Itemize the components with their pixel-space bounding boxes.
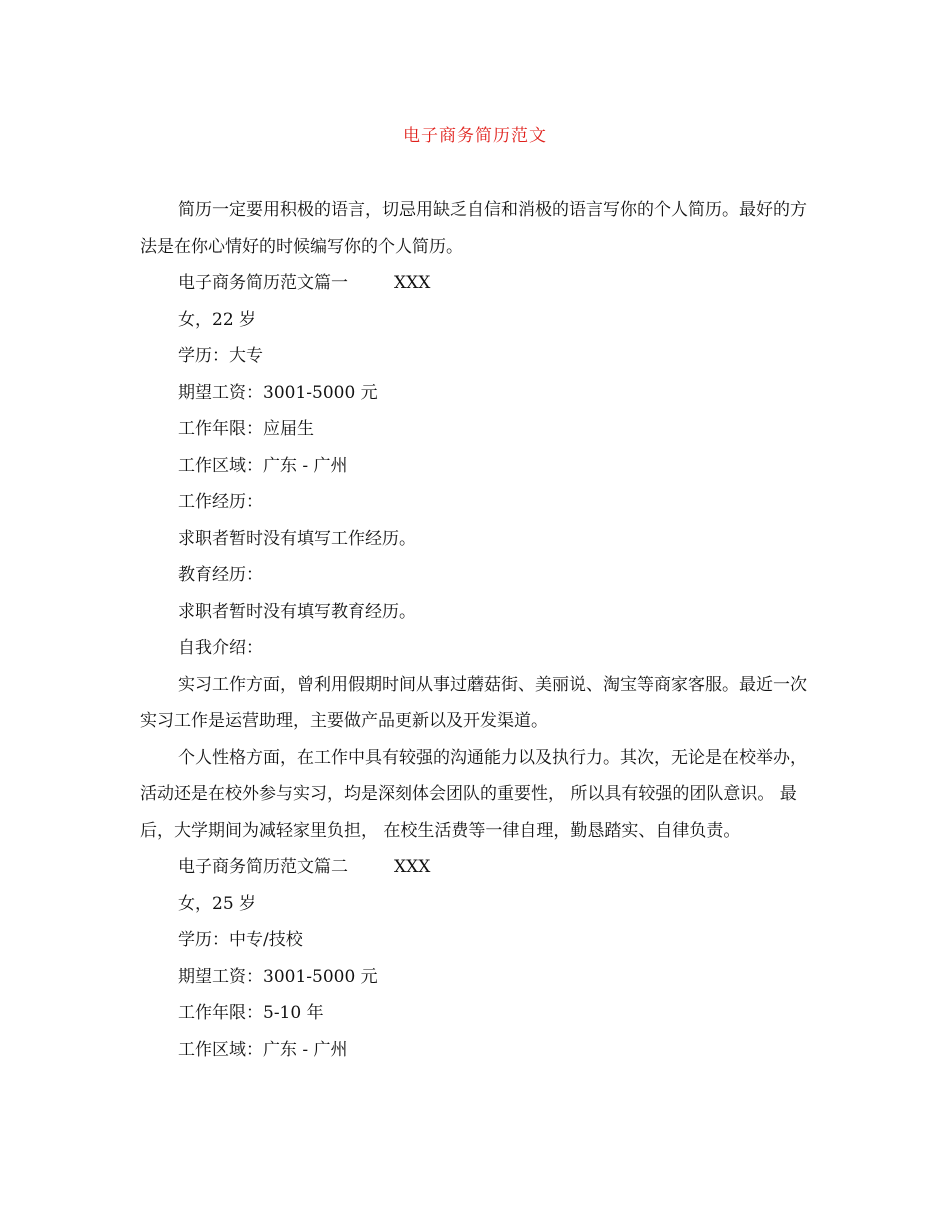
- document-title: 电子商务简历范文: [403, 126, 547, 146]
- resume1-gender-age: 女，22 岁: [178, 309, 257, 330]
- resume1-work-exp: 求职者暂时没有填写工作经历。: [178, 528, 416, 549]
- resume1-name: XXX: [394, 273, 431, 293]
- resume1-years: 工作年限：应届生: [178, 419, 314, 439]
- document-body: [140, 192, 820, 1068]
- resume1-salary: 期望工资：3001-5000 元: [178, 382, 378, 403]
- resume2-heading: [140, 849, 820, 886]
- resume2-name: XXX: [394, 857, 431, 877]
- resume1-heading-text: 电子商务简历范文篇一: [178, 273, 348, 293]
- resume1-self-intro-p2: 个人性格方面，在工作中具有较强的沟通能力以及执行力。其次，无论是在校举办，活动还是在校外参与实习，均是深刻体会团队的重要性， 所以具有较强的团队意识。 最后，大学期间为减轻家里负担， 在校生活费等一律自理，勤恳踏实、自律负责。: [140, 747, 807, 841]
- resume1-edu-exp: 求职者暂时没有填写教育经历。: [178, 601, 416, 622]
- resume2-years: 工作年限：5-10 年: [178, 1003, 324, 1023]
- resume2-gender-age: 女，25 岁: [178, 893, 257, 914]
- resume2-region: 工作区域：广东 - 广州: [178, 1039, 348, 1060]
- resume1-self-intro-label: 自我介绍：: [178, 638, 263, 658]
- intro-paragraph: 简历一定要用积极的语言，切忌用缺乏自信和消极的语言写你的个人简历。最好的方法是在你心情好的时候编写你的个人简历。: [140, 200, 807, 257]
- resume1-heading: [140, 265, 820, 302]
- resume2-salary: 期望工资：3001-5000 元: [178, 966, 378, 987]
- resume1-self-intro-p1: 实习工作方面，曾利用假期时间从事过蘑菇街、美丽说、淘宝等商家客服。最近一次实习工作是运营助理，主要做产品更新以及开发渠道。: [140, 674, 807, 731]
- resume2-heading-text: 电子商务简历范文篇二: [178, 857, 348, 877]
- resume2-education: 学历：中专/技校: [178, 930, 303, 950]
- resume1-education: 学历：大专: [178, 346, 263, 366]
- resume1-region: 工作区域：广东 - 广州: [178, 455, 348, 476]
- resume1-edu-exp-label: 教育经历：: [178, 565, 263, 585]
- resume1-work-exp-label: 工作经历：: [178, 492, 263, 512]
